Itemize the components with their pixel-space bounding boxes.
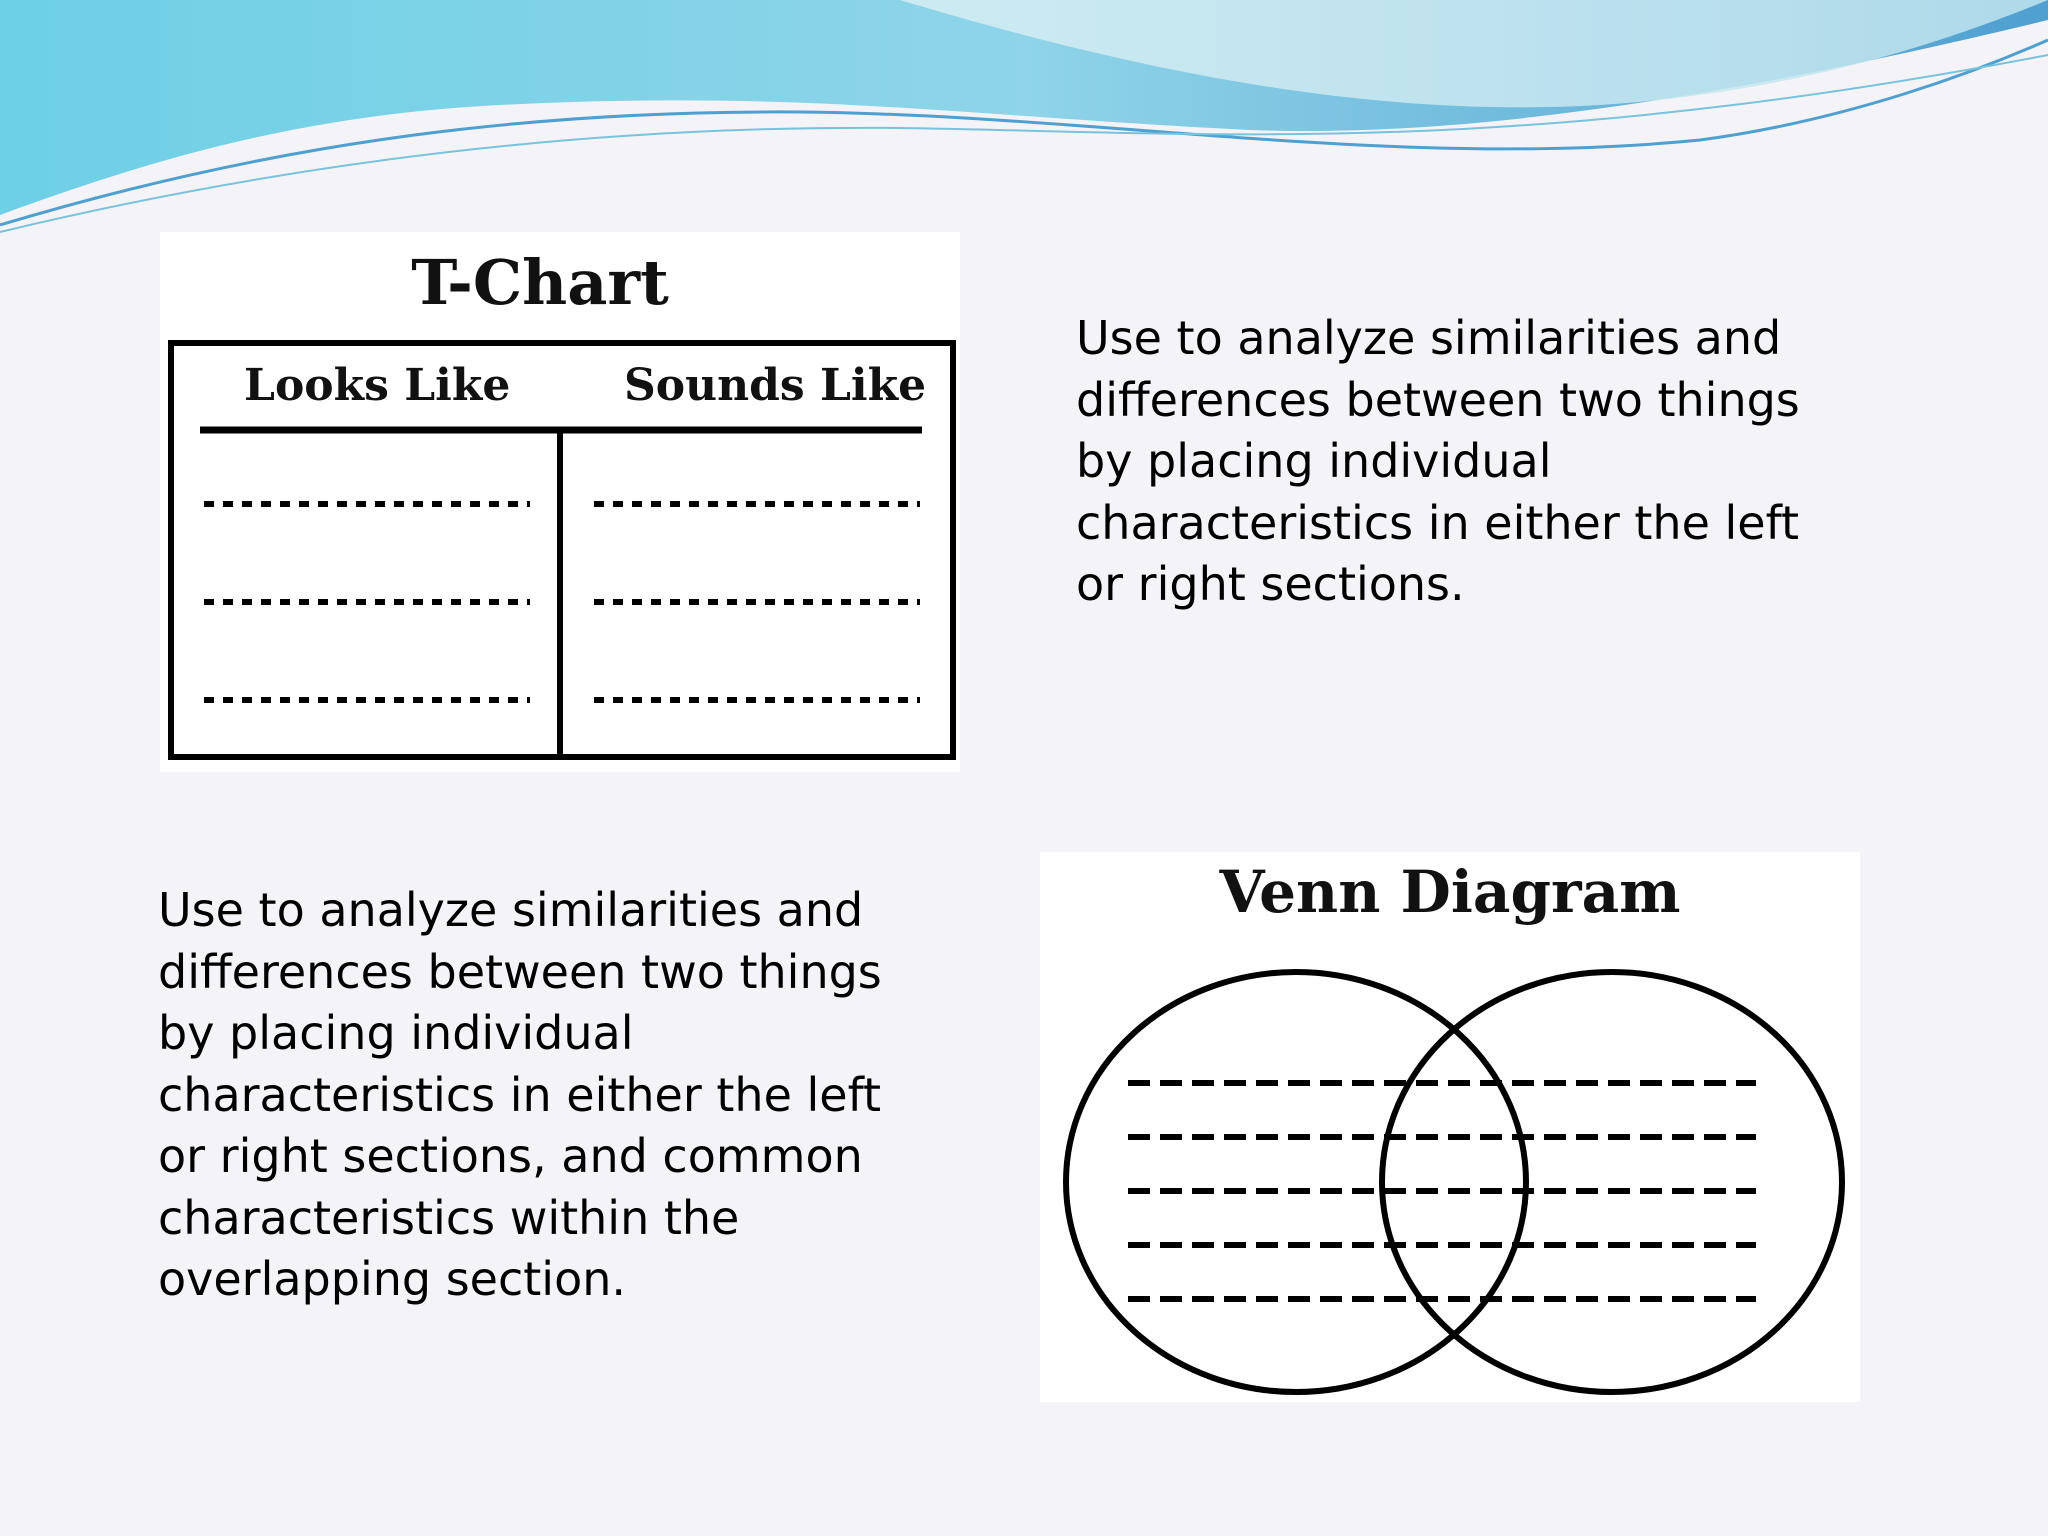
venn-description-line: differences between two things [158,944,882,999]
venn-title: Venn Diagram [1219,858,1681,926]
venn-description-line: overlapping section. [158,1252,626,1306]
tchart-description-line: Use to analyze similarities and [1076,311,1782,365]
venn-description-line: Use to analyze similarities and [158,883,864,937]
venn-circle-left [1066,972,1526,1392]
header-wave-banner [0,0,2048,240]
tchart-title: T-Chart [411,246,669,319]
venn-circle-right [1382,972,1842,1392]
tchart-column-looks-like: Looks Like [244,360,511,411]
tchart-grid [160,232,960,772]
venn-description-line: characteristics in either the left [158,1067,881,1122]
tchart-diagram [160,232,960,772]
venn-description-line: characteristics within the [158,1190,740,1245]
tchart-column-sounds-like: Sounds Like [624,360,927,411]
tchart-description-line: differences between two things [1076,372,1800,427]
tchart-description-line: by placing individual [1076,434,1552,488]
tchart-description-line: characteristics in either the left [1076,495,1799,550]
venn-diagram [1040,852,1860,1402]
venn-description [158,880,882,1311]
tchart-description [1076,308,1800,616]
tchart-description-line: or right sections. [1076,557,1465,611]
venn-description-line: by placing individual [158,1006,634,1060]
venn-graphic [1040,852,1860,1402]
venn-description-line: or right sections, and common [158,1129,863,1183]
